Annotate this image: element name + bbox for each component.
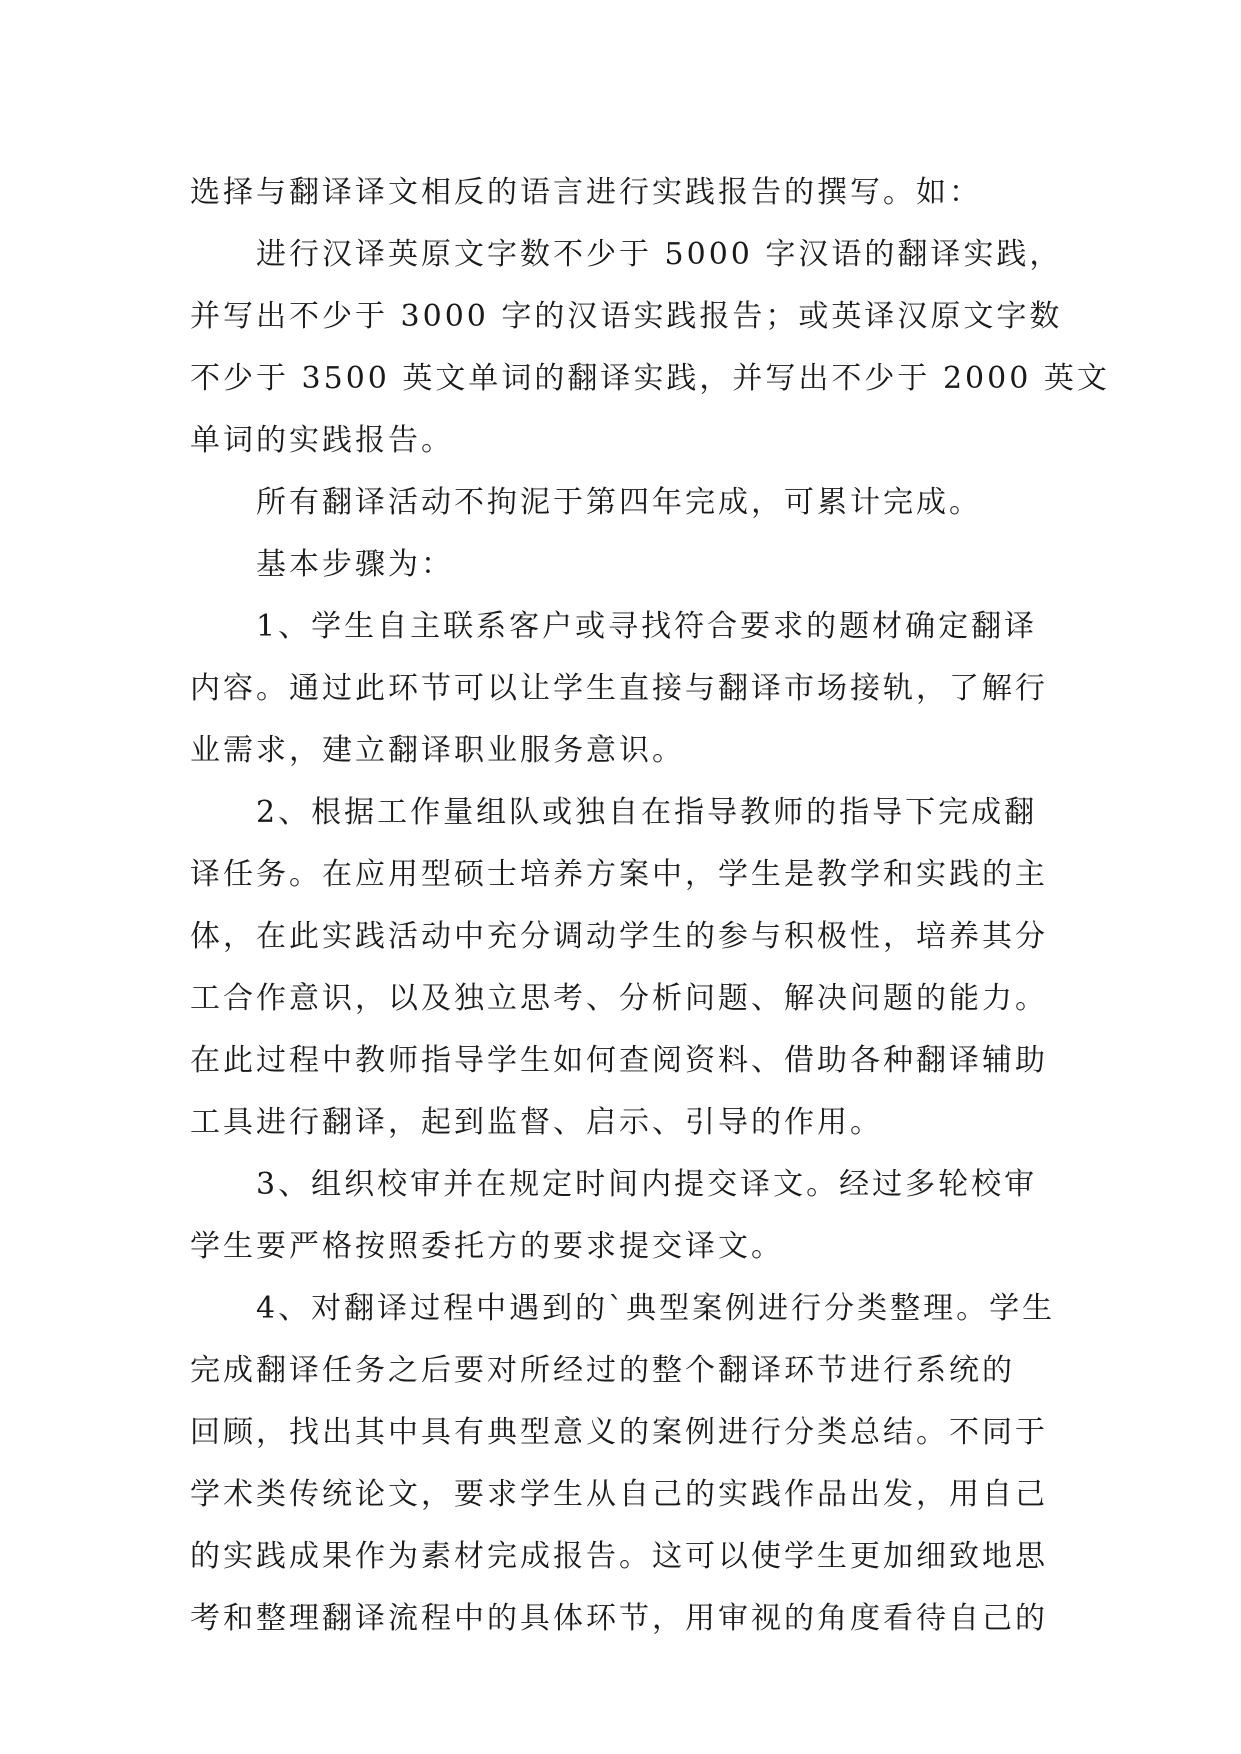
text-line: 学生要严格按照委托方的要求提交译文。 (190, 1229, 784, 1264)
text-line: 3、组织校审并在规定时间内提交译文。经过多轮校审 (256, 1167, 1038, 1202)
text-line: 在此过程中教师指导学生如何查阅资料、借助各种翻译辅助 (190, 1043, 1048, 1078)
text-line: 1、学生自主联系客户或寻找符合要求的题材确定翻译 (256, 609, 1038, 644)
text-line: 4、对翻译过程中遇到的`典型案例进行分类整理。学生 (256, 1291, 1056, 1326)
text-line: 进行汉译英原文字数不少于 5000 字汉语的翻译实践， (256, 237, 1063, 272)
text-line: 2、根据工作量组队或独自在指导教师的指导下完成翻 (256, 795, 1038, 830)
text-line: 回顾，找出其中具有典型意义的案例进行分类总结。不同于 (190, 1415, 1048, 1450)
text-line: 业需求，建立翻译职业服务意识。 (190, 733, 685, 768)
text-line: 内容。通过此环节可以让学生直接与翻译市场接轨，了解行 (190, 671, 1048, 706)
text-line: 的实践成果作为素材完成报告。这可以使学生更加细致地思 (190, 1539, 1048, 1574)
text-line: 选择与翻译译文相反的语言进行实践报告的撰写。如： (190, 175, 982, 210)
text-line: 基本步骤为： (256, 547, 454, 582)
text-line: 工具进行翻译，起到监督、启示、引导的作用。 (190, 1105, 883, 1140)
text-line: 完成翻译任务之后要对所经过的整个翻译环节进行系统的 (190, 1353, 1015, 1388)
text-line: 体，在此实践活动中充分调动学生的参与积极性，培养其分 (190, 919, 1048, 954)
text-line: 并写出不少于 3000 字的汉语实践报告；或英译汉原文字数 (190, 299, 1063, 334)
text-line: 考和整理翻译流程中的具体环节，用审视的角度看待自己的 (190, 1601, 1048, 1636)
text-line: 所有翻译活动不拘泥于第四年完成，可累计完成。 (256, 485, 982, 520)
text-line: 不少于 3500 英文单词的翻译实践，并写出不少于 2000 英文 (190, 361, 1110, 396)
text-line: 单词的实践报告。 (190, 423, 454, 458)
text-line: 译任务。在应用型硕士培养方案中，学生是教学和实践的主 (190, 857, 1048, 892)
text-line: 学术类传统论文，要求学生从自己的实践作品出发，用自己 (190, 1477, 1048, 1512)
body-text (190, 162, 1110, 1650)
text-line: 工合作意识，以及独立思考、分析问题、解决问题的能力。 (190, 981, 1048, 1016)
